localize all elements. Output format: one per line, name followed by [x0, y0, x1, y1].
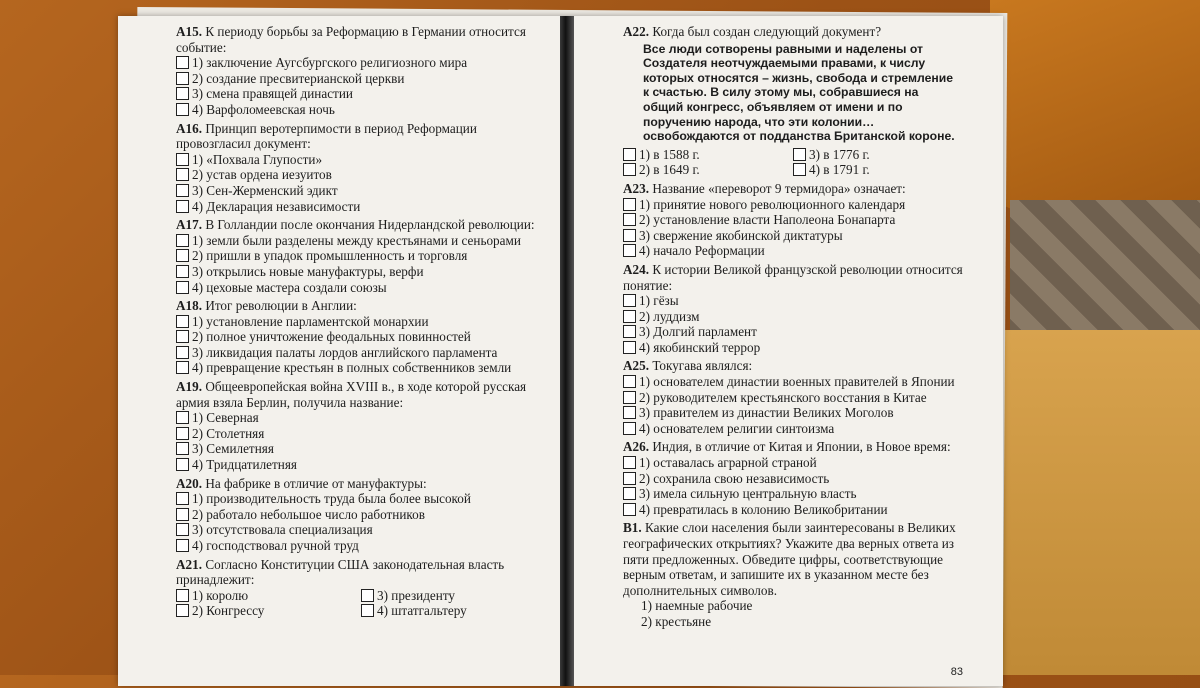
option[interactable] [361, 588, 546, 604]
option-label: 2) руководителем крестьянского восстания в Китае [639, 389, 927, 405]
option-label: 3) имела сильную центральную власть [639, 486, 857, 502]
option-label: 4) в 1791 г. [809, 162, 870, 178]
checkbox-icon[interactable] [176, 249, 189, 262]
option-label: 1) оставалась аграрной страной [639, 455, 817, 471]
option[interactable] [176, 102, 546, 118]
checkbox-icon[interactable] [176, 234, 189, 247]
checkbox-icon[interactable] [176, 523, 189, 536]
option[interactable] [176, 603, 361, 619]
option-label: 1) заключение Аугсбургского религиозного мира [192, 55, 468, 71]
option-label: 4) якобинский террор [639, 339, 761, 355]
option[interactable] [176, 507, 546, 523]
option-label: 4) цеховые мастера создали союзы [192, 279, 387, 295]
option[interactable] [623, 390, 963, 406]
option-label: 2) луддизм [639, 308, 700, 324]
option-label: 3) открылись новые мануфактуры, верфи [192, 263, 424, 279]
question-number: А23. [623, 180, 650, 196]
checkbox-icon[interactable] [176, 87, 189, 100]
page-number: 83 [950, 666, 963, 678]
right-column [623, 24, 963, 633]
question-a18 [176, 298, 546, 376]
checkbox-icon[interactable] [623, 406, 636, 419]
checkbox-icon[interactable] [176, 346, 189, 359]
question-a15 [176, 24, 546, 118]
option[interactable] [623, 309, 963, 325]
checkbox-icon[interactable] [176, 168, 189, 181]
option[interactable] [176, 55, 546, 71]
checkbox-icon[interactable] [623, 294, 636, 307]
checkbox-icon[interactable] [623, 310, 636, 323]
option[interactable] [623, 502, 963, 518]
checkbox-icon[interactable] [623, 229, 636, 242]
option-label: 1) земли были разделены между крестьянами и сеньорами [192, 232, 521, 248]
checkbox-icon[interactable] [361, 589, 374, 602]
question-text: Согласно Конституции США законодательная власть принадлежит: [176, 556, 505, 588]
question-a22 [623, 24, 963, 178]
option[interactable] [623, 471, 963, 487]
option[interactable] [176, 538, 546, 554]
option[interactable] [176, 345, 546, 361]
question-text: На фабрике в отличие от мануфактуры: [205, 475, 427, 491]
option[interactable] [176, 233, 546, 249]
option[interactable] [176, 410, 546, 426]
option[interactable] [176, 167, 546, 183]
checkbox-icon[interactable] [623, 341, 636, 354]
checkbox-icon[interactable] [176, 330, 189, 343]
option-label: 4) начало Реформации [639, 243, 765, 259]
option[interactable] [176, 152, 546, 168]
checkbox-icon[interactable] [176, 153, 189, 166]
checkbox-icon[interactable] [176, 442, 189, 455]
question-a17 [176, 217, 546, 295]
option-label: 4) штатгальтеру [377, 603, 467, 619]
option-label: 1) в 1588 г. [639, 146, 700, 162]
option[interactable] [623, 455, 963, 471]
option[interactable] [623, 340, 963, 356]
question-number: А20. [176, 475, 203, 491]
option-label: 2) в 1649 г. [639, 162, 700, 178]
option-label: 3) Долгий парламент [639, 324, 757, 340]
checkbox-icon[interactable] [176, 411, 189, 424]
question-number: А22. [623, 24, 650, 39]
checkbox-icon[interactable] [623, 503, 636, 516]
checkbox-icon[interactable] [623, 244, 636, 257]
question-number: В1. [623, 520, 642, 536]
option[interactable] [623, 405, 963, 421]
checkbox-icon[interactable] [176, 103, 189, 116]
option-label: 1) Северная [192, 410, 259, 426]
option-label: 4) господствовал ручной труд [192, 538, 359, 553]
checkbox-icon[interactable] [176, 508, 189, 521]
option-label: 2) установление власти Наполеона Бонапарта [639, 212, 896, 228]
option-label: 2) пришли в упадок промышленность и торговля [192, 248, 468, 264]
checkbox-icon[interactable] [623, 422, 636, 435]
checkbox-icon[interactable] [793, 148, 806, 161]
option-label: 2) сохранила свою независимость [639, 470, 830, 486]
option-label: 1) королю [192, 587, 249, 603]
option-label: 3) отсутствовала специализация [192, 522, 373, 538]
checkbox-icon[interactable] [176, 539, 189, 552]
question-text: Когда был создан следующий документ? [652, 24, 882, 39]
option[interactable] [176, 441, 546, 457]
option-label: 3) смена правящей династии [192, 86, 353, 102]
checkbox-icon[interactable] [623, 391, 636, 404]
option-label: 1) установление парламентской монархии [192, 313, 429, 329]
question-number: А16. [176, 120, 203, 136]
question-a19 [176, 379, 546, 473]
option[interactable] [793, 162, 963, 178]
question-text: Индия, в отличие от Китая и Японии, в Новое время: [652, 439, 951, 455]
option[interactable] [793, 147, 963, 163]
option[interactable] [623, 421, 963, 437]
checkbox-icon[interactable] [623, 472, 636, 485]
checkbox-icon[interactable] [176, 56, 189, 69]
option[interactable] [623, 147, 793, 163]
question-text: Итог революции в Англии: [205, 298, 357, 314]
checkbox-icon[interactable] [176, 361, 189, 374]
option[interactable] [623, 228, 963, 244]
option-label: 1) основателем династии военных правителей в Японии [639, 374, 955, 390]
question-number: А15. [176, 24, 203, 39]
option[interactable] [623, 486, 963, 502]
option[interactable] [361, 603, 546, 619]
option-label: 3) президенту [377, 587, 456, 603]
checkbox-icon[interactable] [623, 325, 636, 338]
option[interactable] [623, 374, 963, 390]
option-label: 4) превращение крестьян в полных собственников земли [192, 360, 512, 376]
option-label: 2) создание пресвитерианской церкви [192, 70, 405, 86]
question-number: А19. [176, 379, 203, 395]
checkbox-icon[interactable] [176, 604, 189, 617]
checkbox-icon[interactable] [176, 427, 189, 440]
list-item: 1) наемные рабочие [641, 598, 753, 614]
background-chair [990, 0, 1200, 210]
option-label: 2) работало небольшое число работников [192, 506, 425, 522]
checkbox-icon[interactable] [623, 487, 636, 500]
option-label: 3) Семилетняя [192, 441, 274, 457]
option-label: 2) Конгрессу [192, 603, 265, 619]
list-item: 2) крестьяне [641, 613, 712, 629]
checkbox-icon[interactable] [176, 315, 189, 328]
checkbox-icon[interactable] [623, 456, 636, 469]
option-label: 1) производительность труда была более высокой [192, 491, 471, 507]
page-gutter [560, 16, 574, 686]
background-box [1000, 330, 1200, 675]
test-sheet [118, 16, 1003, 686]
option-label: 2) Столетняя [192, 425, 265, 441]
question-number: А21. [176, 556, 203, 572]
question-b1 [623, 520, 963, 629]
option[interactable] [176, 248, 546, 264]
option-label: 1) принятие нового революционного календаря [639, 196, 906, 212]
question-a20 [176, 476, 546, 554]
checkbox-icon[interactable] [623, 148, 636, 161]
option-label: 4) превратилась в колонию Великобритании [639, 501, 888, 517]
question-text: Принцип веротерпимости в период Реформации провозгласил документ: [176, 120, 477, 152]
option[interactable] [176, 264, 546, 280]
question-text: В Голландии после окончания Нидерландской революции: [205, 217, 535, 233]
option[interactable] [176, 588, 361, 604]
option-label: 4) основателем религии синтоизма [639, 420, 835, 436]
checkbox-icon[interactable] [623, 198, 636, 211]
question-number: А26. [623, 439, 650, 455]
question-number: А24. [623, 261, 650, 277]
checkbox-icon[interactable] [176, 72, 189, 85]
option-label: 4) Тридцатилетняя [192, 457, 297, 473]
option-label: 4) Варфоломеевская ночь [192, 101, 335, 117]
option-label: 3) Сен-Жерменский эдикт [192, 182, 338, 198]
option[interactable] [623, 324, 963, 340]
checkbox-icon[interactable] [623, 213, 636, 226]
option-label: 3) правителем из династии Великих Моголов [639, 405, 894, 421]
option[interactable] [176, 360, 546, 376]
option-label: 1) гёзы [639, 293, 679, 309]
question-a21 [176, 557, 546, 619]
checkbox-icon[interactable] [623, 163, 636, 176]
question-text: Общеевропейская война XVIII в., в ходе которой русская армия взяла Берлин, получила название: [176, 379, 527, 410]
option-label: 3) ликвидация палаты лордов английского парламента [192, 344, 498, 360]
option[interactable] [623, 162, 793, 178]
question-a24 [623, 262, 963, 356]
option[interactable] [623, 197, 963, 213]
option[interactable] [623, 212, 963, 228]
question-a23 [623, 181, 963, 259]
option[interactable] [176, 86, 546, 102]
option[interactable] [176, 522, 546, 538]
option-label: 4) Декларация независимости [192, 198, 361, 214]
question-text: К периоду борьбы за Реформацию в Германии относится событие: [176, 24, 526, 55]
question-a26 [623, 439, 963, 517]
option-label: 3) в 1776 г. [809, 146, 870, 162]
checkbox-icon[interactable] [176, 589, 189, 602]
question-a16 [176, 121, 546, 215]
question-text: К истории Великой французской революции относится понятие: [623, 261, 963, 293]
option[interactable] [176, 426, 546, 442]
option[interactable] [176, 280, 546, 296]
question-number: А18. [176, 298, 203, 314]
left-column [176, 24, 546, 622]
option[interactable] [176, 457, 546, 473]
option-label: 3) свержение якобинской диктатуры [639, 227, 843, 243]
checkbox-icon[interactable] [623, 375, 636, 388]
option[interactable] [176, 183, 546, 199]
document-quote: Все люди сотворены равными и наделены от Создателя неотчуждаемыми правами, к числу которых относятся – жизнь, свобода и стремление к счастью. В силу этому мы, собравшиеся на общий конгресс, объявляем от имени и по поручению народа, что эти колонии… освобождаются от подданства Британской короне. [643, 41, 955, 144]
option[interactable] [176, 329, 546, 345]
checkbox-icon[interactable] [176, 458, 189, 471]
checkbox-icon[interactable] [176, 200, 189, 213]
checkbox-icon[interactable] [793, 163, 806, 176]
question-a25 [623, 358, 963, 436]
checkbox-icon[interactable] [176, 492, 189, 505]
checkbox-icon[interactable] [176, 184, 189, 197]
option[interactable] [176, 314, 546, 330]
option-label: 2) полное уничтожение феодальных повинностей [192, 329, 471, 345]
option[interactable] [176, 71, 546, 87]
option-label: 2) устав ордена иезуитов [192, 167, 332, 183]
question-number: А17. [176, 217, 203, 233]
option[interactable] [623, 293, 963, 309]
question-number: А25. [623, 358, 650, 374]
checkbox-icon[interactable] [176, 265, 189, 278]
option[interactable] [176, 199, 546, 215]
checkbox-icon[interactable] [361, 604, 374, 617]
option-label: 1) «Похвала Глупости» [192, 151, 323, 167]
checkbox-icon[interactable] [176, 281, 189, 294]
option[interactable] [623, 243, 963, 259]
question-text: Какие слои населения были заинтересованы в Великих географических открытиях? Укажите два верных ответа из пяти предложенных. Обведите цифры, соответствующие верным ответам, и запишите их в указанном месте без дополнительных символов. [623, 520, 956, 598]
question-text: Токугава являлся: [652, 358, 753, 374]
option[interactable] [176, 491, 546, 507]
question-text: Название «переворот 9 термидора» означает: [652, 180, 906, 196]
